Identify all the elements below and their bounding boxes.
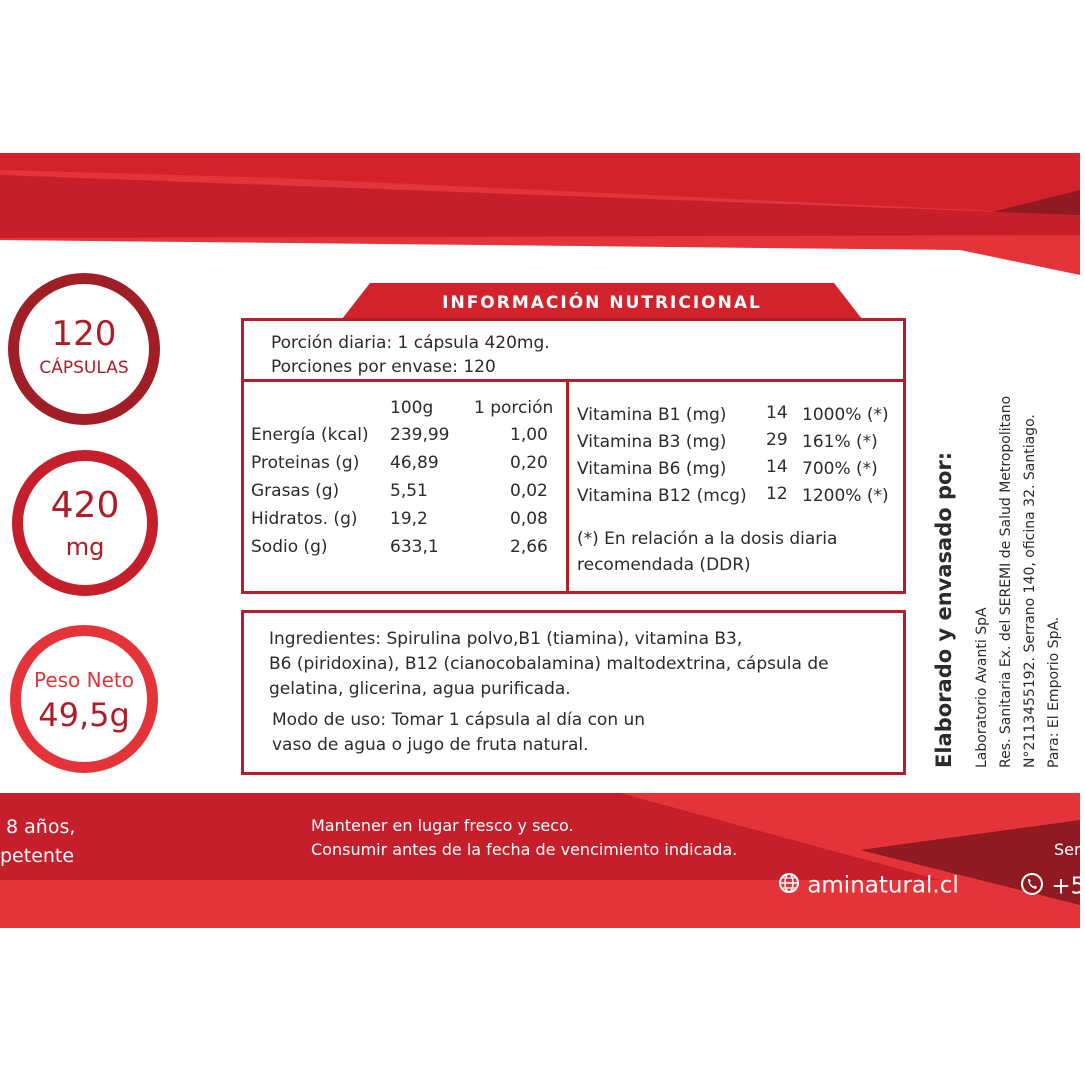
weight-value: 49,5g <box>38 696 130 734</box>
vitamin-amount: 14 <box>766 457 788 477</box>
capsules-badge <box>8 273 160 425</box>
vitamin-amount: 29 <box>766 430 788 450</box>
phone-icon <box>1020 872 1044 902</box>
capsules-unit: CÁPSULAS <box>39 358 129 378</box>
usage-line1: Modo de uso: Tomar 1 cápsula al día con un <box>272 710 646 730</box>
row-per100: 19,2 <box>390 509 428 529</box>
vitamin-pct: 161% (*) <box>802 432 878 452</box>
ingredients-box <box>241 610 906 775</box>
vitamin-name: Vitamina B6 (mg) <box>577 459 727 479</box>
manufacturer-line2: Res. Sanitaria Ex. del SEREMI de Salud Metropolitano <box>998 395 1014 768</box>
website-link[interactable] <box>778 872 959 900</box>
vitamin-pct: 700% (*) <box>802 459 878 479</box>
row-portion: 1,00 <box>510 425 548 445</box>
row-portion: 0,20 <box>510 453 548 473</box>
nutrition-title: INFORMACIÓN NUTRICIONAL <box>442 293 762 313</box>
row-per100: 5,51 <box>390 481 428 501</box>
usage-line2: vaso de agua o jugo de fruta natural. <box>272 735 589 755</box>
ingredients-line3: gelatina, glicerina, agua purificada. <box>269 679 571 699</box>
globe-icon <box>778 872 800 900</box>
vitamin-amount: 12 <box>766 484 788 504</box>
col-header-portion: 1 porción <box>474 398 554 418</box>
dose-unit: mg <box>65 533 105 561</box>
phone-link[interactable] <box>1020 872 1085 902</box>
nutrition-table <box>241 318 906 594</box>
vitamin-name: Vitamina B1 (mg) <box>577 405 727 425</box>
storage-line2: Consumir antes de la fecha de vencimiento indicada. <box>311 840 738 859</box>
col-header-100g: 100g <box>390 398 434 418</box>
weight-label: Peso Neto <box>33 668 134 692</box>
service-label: Ser <box>1054 840 1081 859</box>
storage-line1: Mantener en lugar fresco y seco. <box>311 816 574 835</box>
weight-badge <box>10 625 158 773</box>
row-name: Grasas (g) <box>251 481 340 501</box>
manufacturer-line1: Laboratorio Avanti SpA <box>974 607 990 768</box>
top-band-light <box>0 232 1080 275</box>
vitamin-pct: 1200% (*) <box>802 486 889 506</box>
vitamin-name: Vitamina B3 (mg) <box>577 432 727 452</box>
row-name: Hidratos. (g) <box>251 509 358 529</box>
vitamin-name: Vitamina B12 (mcg) <box>577 486 747 506</box>
serving-text: Porción diaria: 1 cápsula 420mg. <box>271 333 550 353</box>
phone-text: +5 <box>1051 873 1085 900</box>
dose-badge <box>12 450 158 596</box>
website-text: aminatural.cl <box>807 872 959 899</box>
table-divider-vertical <box>566 379 569 591</box>
row-name: Proteinas (g) <box>251 453 360 473</box>
table-divider-horizontal <box>244 379 903 382</box>
capsules-number: 120 <box>51 314 117 354</box>
row-per100: 239,99 <box>390 425 450 445</box>
manufacturer-line3: N°2113455192. Serrano 140, oficina 32. Santiago. <box>1022 414 1038 768</box>
manufacturer-heading: Elaborado y envasado por: <box>932 451 956 768</box>
row-portion: 0,02 <box>510 481 548 501</box>
dose-number: 420 <box>50 485 120 526</box>
warning-line1: 8 años, <box>6 816 76 838</box>
row-portion: 2,66 <box>510 537 548 557</box>
warning-line2: petente <box>0 845 75 867</box>
vitamin-pct: 1000% (*) <box>802 405 889 425</box>
footnote-line1: (*) En relación a la dosis diaria <box>577 529 838 549</box>
manufacturer-line4: Para: El Emporio SpA. <box>1046 616 1062 768</box>
footnote-line2: recomendada (DDR) <box>577 555 751 575</box>
ingredients-line2: B6 (piridoxina), B12 (cianocobalamina) maltodextrina, cápsula de <box>269 654 829 674</box>
servings-per-package: Porciones por envase: 120 <box>271 357 496 377</box>
row-portion: 0,08 <box>510 509 548 529</box>
ingredients-line1: Ingredientes: Spirulina polvo,B1 (tiamina), vitamina B3, <box>269 629 743 649</box>
row-name: Energía (kcal) <box>251 425 369 445</box>
vitamin-amount: 14 <box>766 403 788 423</box>
row-name: Sodio (g) <box>251 537 328 557</box>
row-per100: 46,89 <box>390 453 439 473</box>
row-per100: 633,1 <box>390 537 439 557</box>
